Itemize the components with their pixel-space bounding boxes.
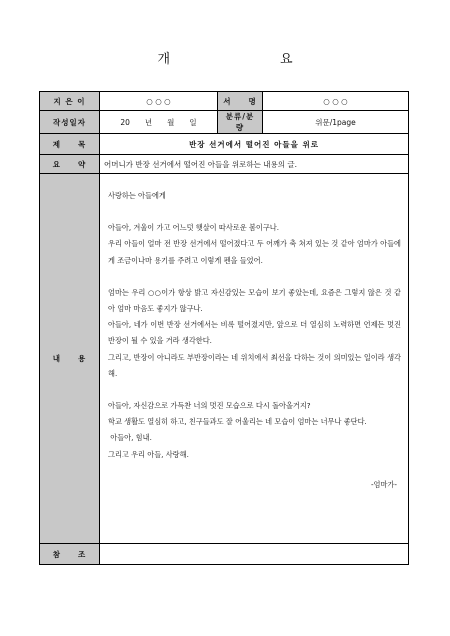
category-label: 분류/분량 xyxy=(218,111,263,134)
letter-paragraph: 아들아, 겨울이 가고 어느덧 햇살이 따사로운 봄이구나. xyxy=(108,223,280,233)
letter-paragraph: 그리고, 반장이 아니라도 부반장이라는 네 위치에서 최선을 다하는 것이 의미있는 일이라 생각해. xyxy=(108,352,401,378)
letter-greeting: 사랑하는 아들에게 xyxy=(108,191,166,200)
document-title: 개 요 xyxy=(157,52,321,67)
summary-value: 어머니가 반장 선거에서 떨어진 아들을 위로하는 내용의 글. xyxy=(100,155,409,174)
letter-paragraph: 우리 아들이 얼마 전 반장 선거에서 떨어졌다고 두 어깨가 축 쳐져 있는 것 같아 엄마가 아들에게 조금이나마 용기를 주려고 이렇게 펜을 들었어. xyxy=(108,239,401,265)
letter-paragraph: 그리고 우리 아들, 사랑해. xyxy=(108,449,189,459)
letter-paragraph: 아들아, 힘내. xyxy=(108,433,152,443)
subject-label: 제 목 xyxy=(40,134,100,155)
letter-signature: -엄마가- xyxy=(370,479,397,489)
letter-body xyxy=(100,174,409,544)
summary-label: 요 약 xyxy=(40,155,100,174)
author-label: 지 은 이 xyxy=(40,92,100,111)
summary-form-table xyxy=(39,91,409,565)
date-label: 작성일자 xyxy=(40,111,100,134)
letter-paragraph: 아들아, 네가 이번 반장 선거에서는 비록 떨어졌지만, 앞으로 더 열심히 노력하면 언제든 멋진 반장이 될 수 있을 거라 생각한다. xyxy=(108,320,401,346)
category-value: 위문/1page xyxy=(263,111,409,134)
letter-paragraph: 아들아, 자신감으로 가득찬 너의 멋진 모습으로 다시 돌아올거지? xyxy=(108,401,311,411)
reference-label: 참 조 xyxy=(40,544,100,565)
letter-paragraph: 엄마는 우리 ○○이가 항상 밝고 자신감있는 모습이 보기 좋았는데, 요즘은 그렇지 않은 것 같아 엄마 마음도 좋지가 않구나. xyxy=(108,287,401,314)
writer-value: ○ ○ ○ xyxy=(263,92,409,111)
subject-value: 반장 선거에서 떨어진 아들을 위로 xyxy=(100,134,409,155)
date-value: 20 년 월 일 xyxy=(100,111,218,134)
reference-value xyxy=(100,544,409,565)
letter-paragraph: 학교 생활도 열심히 하고, 친구들과도 잘 어울리는 네 모습이 엄마는 너무나 좋단다. xyxy=(108,417,367,427)
content-label: 내 용 xyxy=(40,174,100,544)
author-value: ○ ○ ○ xyxy=(100,92,218,111)
writer-label: 서 명 xyxy=(218,92,263,111)
